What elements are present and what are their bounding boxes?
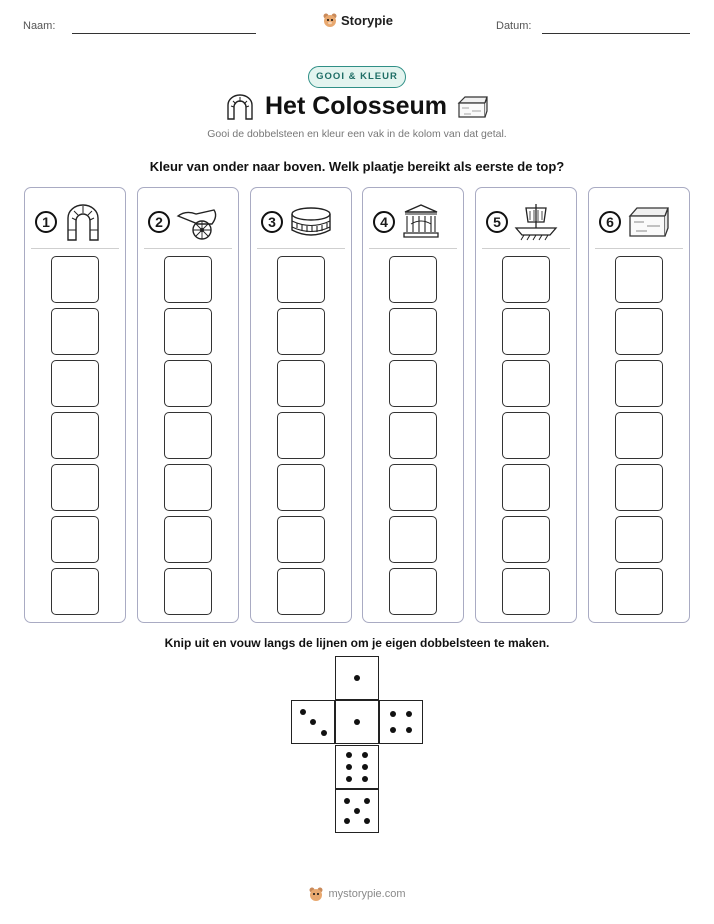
column-header xyxy=(148,202,232,242)
color-cell[interactable] xyxy=(277,516,325,563)
color-cell[interactable] xyxy=(51,360,99,407)
color-cell[interactable] xyxy=(277,308,325,355)
color-cell[interactable] xyxy=(389,464,437,511)
cut-instruction: Knip uit en vouw langs de lijnen om je eigen dobbelsteen te maken. xyxy=(164,636,550,650)
activity-badge: GOOI & KLEUR xyxy=(308,66,406,88)
die-pip xyxy=(362,776,368,782)
die-face-center xyxy=(335,700,379,744)
color-cell[interactable] xyxy=(164,412,212,459)
column-number: 1 xyxy=(35,211,57,233)
color-cell[interactable] xyxy=(164,568,212,615)
color-cell[interactable] xyxy=(164,464,212,511)
color-cell[interactable] xyxy=(277,464,325,511)
die-face-left xyxy=(291,700,335,744)
color-cell[interactable] xyxy=(502,412,550,459)
column-header xyxy=(261,202,345,242)
page-title: Het Colosseum xyxy=(265,92,447,120)
color-cell[interactable] xyxy=(277,412,325,459)
stone-block-icon xyxy=(627,202,671,242)
color-cell[interactable] xyxy=(615,360,663,407)
color-cell[interactable] xyxy=(502,256,550,303)
color-cell[interactable] xyxy=(389,360,437,407)
die-pip xyxy=(354,675,360,681)
color-cell[interactable] xyxy=(277,256,325,303)
race-columns xyxy=(24,187,690,623)
die-pip xyxy=(300,709,306,715)
column-header xyxy=(373,202,457,242)
column-number: 6 xyxy=(599,211,621,233)
die-pip xyxy=(346,776,352,782)
color-cell[interactable] xyxy=(615,308,663,355)
color-cell[interactable] xyxy=(51,516,99,563)
column-5 xyxy=(475,187,577,623)
die-face-bottom xyxy=(335,789,379,833)
subtitle: Gooi de dobbelsteen en kleur een vak in de kolom van dat getal. xyxy=(207,128,507,140)
color-cell[interactable] xyxy=(615,568,663,615)
die-pip xyxy=(362,764,368,770)
column-6 xyxy=(588,187,690,623)
storypie-mascot-icon xyxy=(308,886,324,902)
die-pip xyxy=(390,727,396,733)
column-divider xyxy=(482,248,570,249)
die-pip xyxy=(406,711,412,717)
column-header xyxy=(486,202,570,242)
date-label: Datum: xyxy=(496,20,532,32)
color-cell[interactable] xyxy=(389,256,437,303)
brand-name: Storypie xyxy=(341,12,394,28)
die-pip xyxy=(344,798,350,804)
color-cell[interactable] xyxy=(277,568,325,615)
die-pip xyxy=(354,719,360,725)
column-divider xyxy=(31,248,119,249)
die-face-top xyxy=(335,656,379,700)
name-line xyxy=(72,33,256,34)
column-1 xyxy=(24,187,126,623)
color-cell[interactable] xyxy=(502,308,550,355)
column-3 xyxy=(250,187,352,623)
galley-ship-icon xyxy=(514,202,558,242)
color-cell[interactable] xyxy=(164,256,212,303)
die-pip xyxy=(364,818,370,824)
column-header xyxy=(35,202,119,242)
color-cell[interactable] xyxy=(502,464,550,511)
color-cell[interactable] xyxy=(277,360,325,407)
color-cell[interactable] xyxy=(164,308,212,355)
color-cell[interactable] xyxy=(615,464,663,511)
title-row xyxy=(0,92,714,121)
color-cell[interactable] xyxy=(389,412,437,459)
colosseum-icon xyxy=(289,202,333,242)
color-cell[interactable] xyxy=(51,308,99,355)
color-cell[interactable] xyxy=(389,568,437,615)
color-cell[interactable] xyxy=(51,412,99,459)
brand-logo xyxy=(322,12,393,28)
storypie-mascot-icon xyxy=(322,12,338,28)
chariot-icon xyxy=(176,202,220,242)
color-cell[interactable] xyxy=(615,412,663,459)
column-number: 3 xyxy=(261,211,283,233)
color-cell[interactable] xyxy=(502,360,550,407)
instruction-text: Kleur van onder naar boven. Welk plaatje bereikt als eerste de top? xyxy=(149,159,565,174)
color-cell[interactable] xyxy=(615,256,663,303)
stone-block-icon xyxy=(457,95,489,119)
column-number: 2 xyxy=(148,211,170,233)
color-cell[interactable] xyxy=(164,360,212,407)
die-pip xyxy=(310,719,316,725)
die-face-right xyxy=(379,700,423,744)
column-number: 4 xyxy=(373,211,395,233)
color-cell[interactable] xyxy=(615,516,663,563)
die-face-lower xyxy=(335,745,379,789)
die-pip xyxy=(346,764,352,770)
date-line xyxy=(542,33,690,34)
die-pip xyxy=(344,818,350,824)
die-pip xyxy=(321,730,327,736)
color-cell[interactable] xyxy=(51,256,99,303)
arch-icon xyxy=(225,94,255,120)
color-cell[interactable] xyxy=(51,464,99,511)
die-pip xyxy=(362,752,368,758)
column-divider xyxy=(595,248,683,249)
color-cell[interactable] xyxy=(502,516,550,563)
column-header xyxy=(599,202,683,242)
color-cell[interactable] xyxy=(164,516,212,563)
footer xyxy=(0,886,714,902)
name-label: Naam: xyxy=(23,20,56,32)
die-pip xyxy=(346,752,352,758)
column-4 xyxy=(362,187,464,623)
temple-icon xyxy=(401,202,441,242)
footer-url: mystorypie.com xyxy=(328,888,406,900)
column-divider xyxy=(369,248,457,249)
column-divider xyxy=(257,248,345,249)
column-number: 5 xyxy=(486,211,508,233)
die-pip xyxy=(390,711,396,717)
color-cell[interactable] xyxy=(389,516,437,563)
die-pip xyxy=(406,727,412,733)
color-cell[interactable] xyxy=(51,568,99,615)
die-pip xyxy=(354,808,360,814)
arch-icon xyxy=(63,202,103,242)
die-pip xyxy=(364,798,370,804)
column-divider xyxy=(144,248,232,249)
column-2 xyxy=(137,187,239,623)
color-cell[interactable] xyxy=(389,308,437,355)
color-cell[interactable] xyxy=(502,568,550,615)
